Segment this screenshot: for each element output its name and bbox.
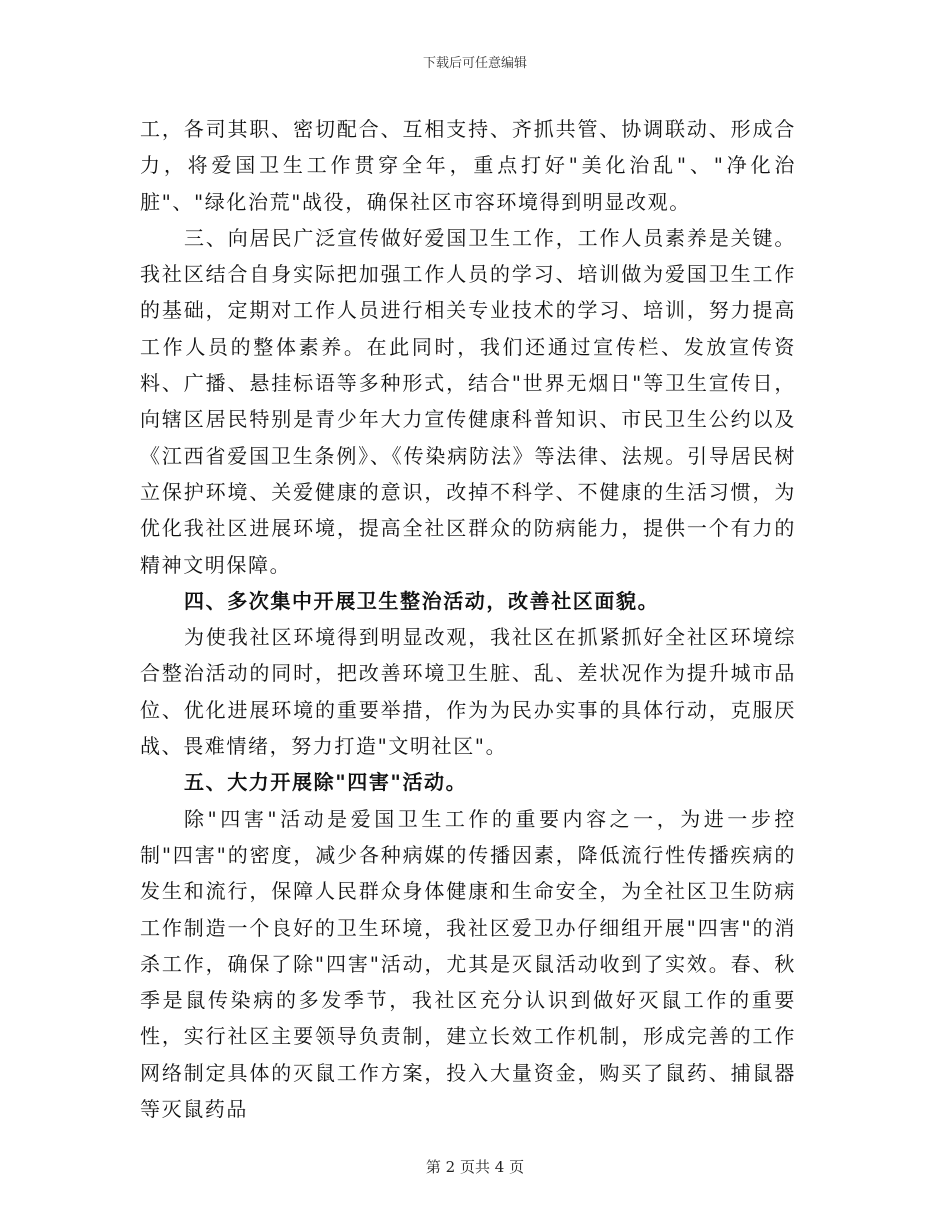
section-heading-four: 四、多次集中开展卫生整治活动，改善社区面貌。 xyxy=(184,588,660,613)
page-footer: 第 2 页共 4 页 xyxy=(425,1158,525,1176)
paragraph-section-three: 三、向居民广泛宣传做好爱国卫生工作，工作人员素养是关键。我社区结合自身实际把加强工作人员的学习、培训做为爱国卫生工作的基础，定期对工作人员进行相关专业技术的学习、培训，努力提高工作人员的整体素养。在此同时，我们还通过宣传栏、发放宣传资料、广播、悬挂标语等多种形式，结合"世界无烟日"等卫生宣传日，向辖区居民特别是青少年大力宣传健康科普知识、市民卫生公约以及《江西省爱国卫生条例》、《传染病防法》等法律、法规。引导居民树立保护环境、关爱健康的意识，改掉不科学、不健康的生活习惯，为优化我社区进展环境，提高全社区群众的防病能力，提供一个有力的精神文明保障。 xyxy=(140,225,796,577)
paragraph-section-five: 除"四害"活动是爱国卫生工作的重要内容之一，为进一步控制"四害"的密度，减少各种病媒的传播因素，降低流行性传播疾病的发生和流行，保障人民群众身体健康和生命安全，为全社区卫生防病工作制造一个良好的卫生环境，我社区爱卫办仔细组开展"四害"的消杀工作，确保了除"四害"活动，尤其是灭鼠活动收到了实效。春、秋季是鼠传染病的多发季节，我社区充分认识到做好灭鼠工作的重要性，实行社区主要领导负责制，建立长效工作机制，形成完善的工作网络制定具体的灭鼠工作方案，投入大量资金，购买了鼠药、捕鼠器等灭鼠药品 xyxy=(140,806,796,1122)
paragraph-continuation: 工，各司其职、密切配合、互相支持、齐抓共管、协调联动、形成合力，将爱国卫生工作贯穿全年，重点打好"美化治乱"、"净化治脏"、"绿化治荒"战役，确保社区市容环境得到明显改观。 xyxy=(140,117,796,214)
document-body xyxy=(140,111,796,1127)
page-header: 下载后可任意编辑 xyxy=(422,56,527,71)
paragraph-section-four: 为使我社区环境得到明显改观，我社区在抓紧抓好全社区环境综合整治活动的同时，把改善环境卫生脏、乱、差状况作为提升城市品位、优化进展环境的重要举措，作为为民办实事的具体行动，克服厌战、畏难情绪，努力打造"文明社区"。 xyxy=(140,625,796,759)
section-heading-five: 五、大力开展除"四害"活动。 xyxy=(184,770,468,795)
